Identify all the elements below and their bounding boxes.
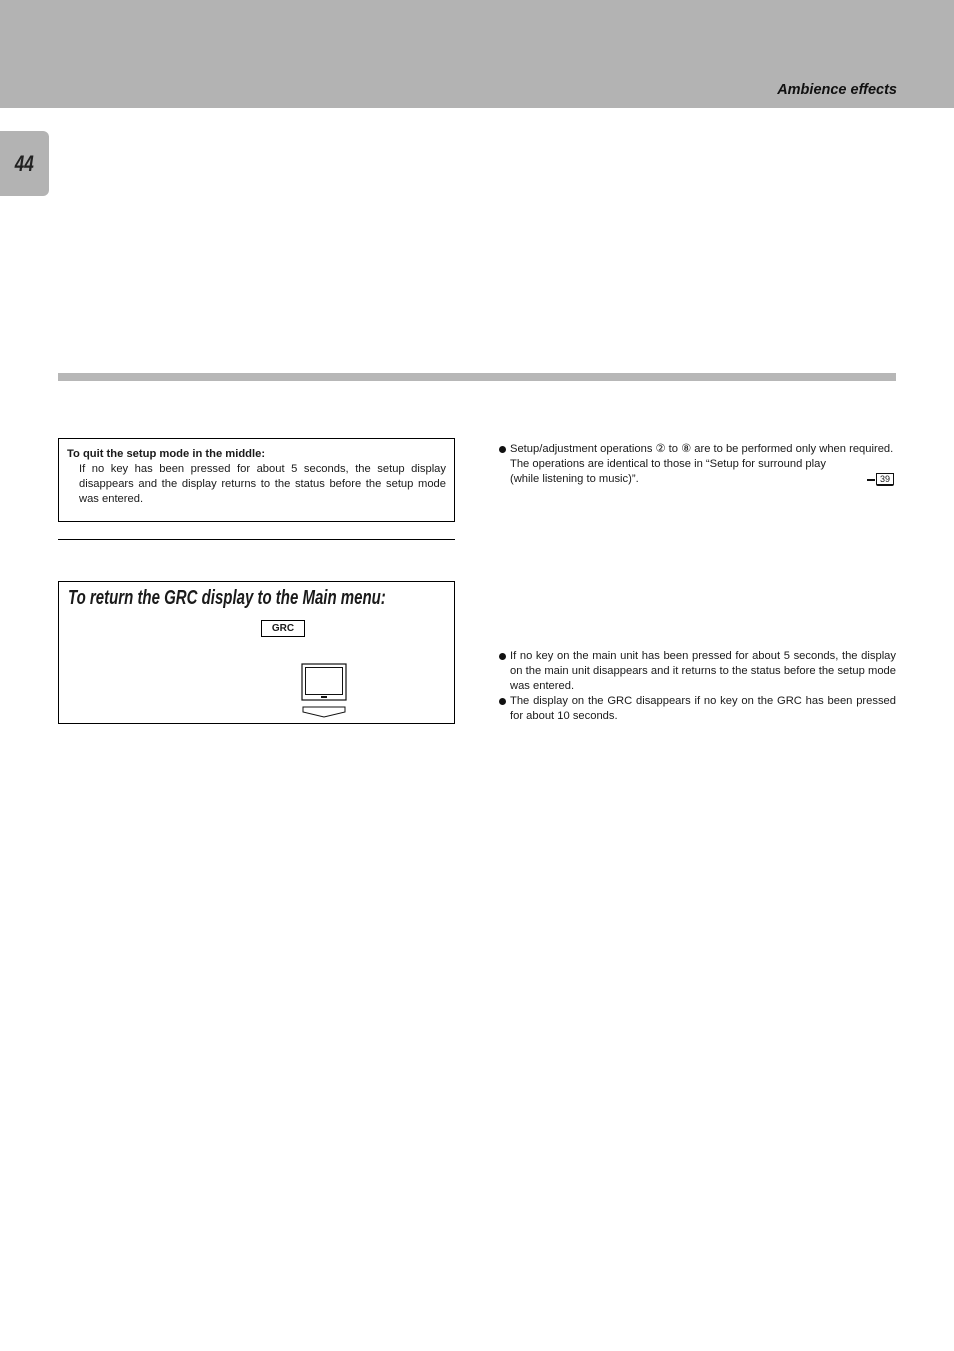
bullet-icon [499,446,506,453]
setup-detail-text: The operations are identical to those in “Setup for surround play (while listening to music)”. [510,458,826,485]
display-notes [499,649,896,724]
monitor-screen [306,668,343,695]
monitor-icon [301,663,347,719]
page-reference [867,472,894,487]
grc-key[interactable]: GRC [261,620,305,637]
quit-setup-title: To quit the setup mode in the middle: [67,448,266,460]
display-note-item [499,694,896,724]
column-rule [58,539,455,540]
quit-setup-body: If no key has been pressed for about 5 seconds, the setup display disappears and the display returns to the status before the setup mode was entered. [79,463,446,505]
reference-arrow-icon [867,479,875,481]
setup-note-text: Setup/adjustment operations ② to ⑧ are to be performed only when required. [510,443,894,455]
down-arrow-shape [303,707,345,717]
setup-notes [499,442,896,487]
section-title: Ambience effects [777,82,897,98]
display-note-text: If no key on the main unit has been pressed for about 5 seconds, the display on the main unit disappears and it returns to the status before the setup mode was entered. [510,650,896,692]
page-reference-number: 39 [876,473,894,486]
monitor-stand [321,696,327,698]
setup-note-item [499,442,896,457]
page-number-tab [0,131,49,196]
return-grc-box [58,581,455,724]
setup-note-detail [499,457,896,487]
section-divider [58,373,896,381]
display-note-item [499,649,896,694]
display-note-text: The display on the GRC disappears if no key on the GRC has been pressed for about 10 seconds. [510,695,896,722]
quit-setup-box [58,438,455,522]
return-grc-title: To return the GRC display to the Main menu: [68,587,386,609]
page-number: 44 [14,150,35,176]
bullet-icon [499,698,506,705]
bullet-icon [499,653,506,660]
